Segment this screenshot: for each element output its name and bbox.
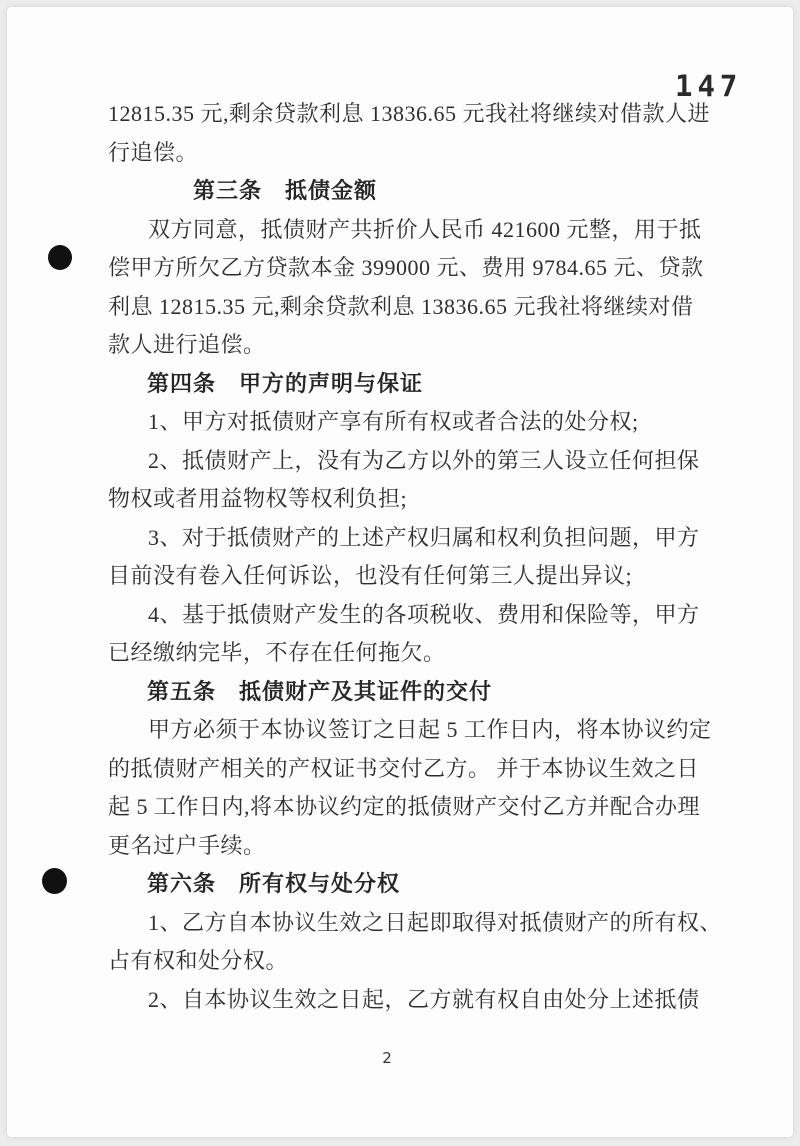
section-heading: 第三条 抵债金额 — [193, 178, 378, 203]
document-line: 的抵债财产相关的产权证书交付乙方。 并于本协议生效之日 — [108, 755, 700, 781]
document-line: 更名过户手续。 — [108, 832, 266, 858]
document-line: 甲方必须于本协议签订之日起 5 工作日内，将本协议约定 — [148, 717, 712, 742]
footer-page-number: 2 — [382, 1049, 392, 1067]
document-line: 物权或者用益物权等权利负担; — [108, 486, 408, 511]
document-line: 偿甲方所欠乙方贷款本金 399000 元、费用 9784.65 元、贷款 — [108, 255, 704, 280]
document-line: 1、乙方自本协议生效之日起即取得对抵债财产的所有权、 — [148, 909, 723, 935]
document-line: 12815.35 元,剩余贷款利息 13836.65 元我社将继续对借款人进 — [108, 101, 711, 126]
document-line: 款人进行追偿。 — [108, 332, 266, 357]
document-line: 已经缴纳完毕，不存在任何拖欠。 — [108, 640, 446, 665]
document-line: 行追偿。 — [108, 139, 199, 165]
document-line: 2、自本协议生效之日起，乙方就有权自由处分上述抵债 — [148, 986, 700, 1012]
document-line: 起 5 工作日内,将本协议约定的抵债财产交付乙方并配合办理 — [108, 794, 701, 819]
document-line: 3、对于抵债财产的上述产权归属和权利负担问题，甲方 — [148, 524, 700, 550]
document-line: 双方同意，抵债财产共折价人民币 421600 元整，用于抵 — [148, 216, 702, 242]
document-line: 利息 12815.35 元,剩余贷款利息 13836.65 元我社将继续对借 — [108, 293, 694, 319]
document-line: 2、抵债财产上，没有为乙方以外的第三人设立任何担保 — [148, 447, 700, 473]
section-heading: 第四条 甲方的声明与保证 — [147, 370, 424, 396]
section-heading: 第五条 抵债财产及其证件的交付 — [147, 678, 493, 704]
document-line: 占有权和处分权。 — [108, 948, 289, 973]
document-line: 目前没有卷入任何诉讼，也没有任何第三人提出异议; — [108, 563, 633, 588]
document-line: 4、基于抵债财产发生的各项税收、费用和保险等，甲方 — [148, 601, 700, 627]
document-content — [7, 95, 793, 1019]
section-heading: 第六条 所有权与处分权 — [147, 871, 401, 896]
page-stamp-number: 147 — [675, 69, 743, 103]
document-line: 1、甲方对抵债财产享有所有权或者合法的处分权; — [148, 409, 639, 434]
scanned-document-page — [7, 7, 793, 1137]
